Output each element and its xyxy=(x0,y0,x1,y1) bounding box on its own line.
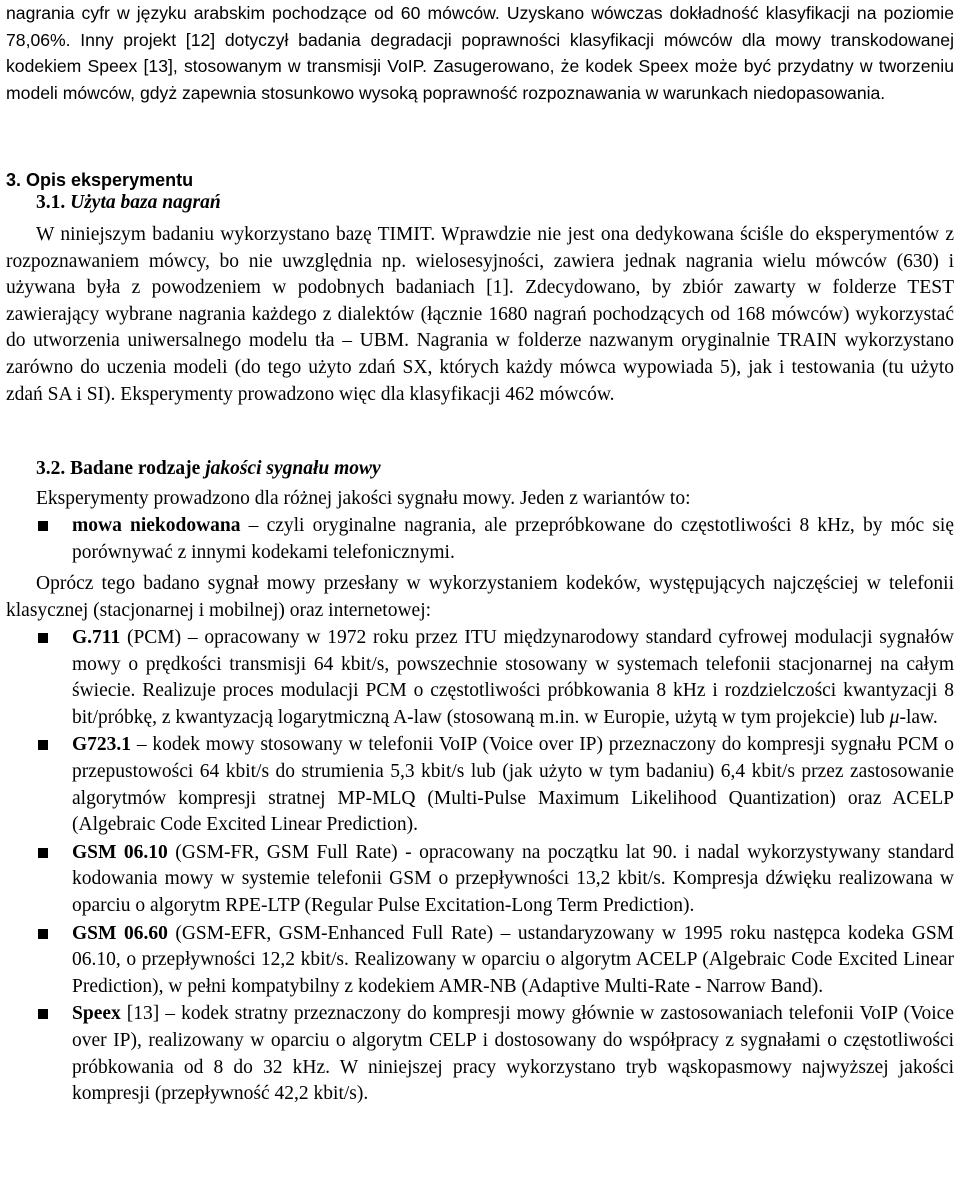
codec-description: [13] – kodek stratny przeznaczony do kompresji mowy głównie w zastosowaniach telefonii VoIP (Voice over IP), realizowany w oparciu o algorytm CELP i dostosowany do współpracy z sygnałami o częstotliwości próbkowania od 8 do 32 kHz. W niniejszej pracy wykorzystano tryb wąskopasmowy najwyższej jakości kompresji (przepływność 42,2 kbit/s). xyxy=(72,1003,954,1105)
bullet-marker-icon xyxy=(38,929,48,939)
bullet-marker-icon xyxy=(38,633,48,643)
section-3-1-paragraph xyxy=(6,222,954,408)
list-item xyxy=(0,840,960,920)
intro-paragraph: nagrania cyfr w języku arabskim pochodzące od 60 mówców. Uzyskano wówczas dokładność klasyfikacji na poziomie 78,06%. Inny projekt [12] dotyczył badania degradacji poprawności klasyfikacji mówców dla mowy transkodowanej kodekiem Speex [13], stosowanym w transmisji VoIP. Zasugerowano, że kodek Speex może być przydatny w tworzeniu modeli mówców, gdyż zapewnia stosunkowo wysoką poprawność rozpoznawania w warunkach niedopasowania. xyxy=(6,3,954,103)
bullet-list-uncoded xyxy=(0,513,960,566)
list-item xyxy=(0,1001,960,1107)
section-3-1-text: W niniejszym badaniu wykorzystano bazę TIMIT. Wprawdzie nie jest ona dedykowana ściśle do eksperymentów z rozpoznawaniem mówcy, bo nie uwzględnia np. wielosesyjności, zawiera jednak nagrania wielu mówców (630) i używana była z powodzeniem w podobnych badaniach [1]. Zdecydowano, by zbiór zawarty w folderze TEST zawierający wybrane nagrania każdego z dialektów (łącznie 1680 nagrań pochodzących od 168 mówców) wykorzystać do utworzenia uniwersalnego modelu tła – UBM. Nagrania w folderze nazwanym oryginalnie TRAIN wykorzystano zarówno do uczenia modeli (do tego użyto zdań SX, których każdy mówca wypowiada 5), jak i testowania (tu użyto zdań SA i SI). Eksperymenty prowadzono więc dla klasyfikacji 462 mówców. xyxy=(6,224,954,405)
bullet-marker-icon xyxy=(38,740,48,750)
mu-symbol: μ xyxy=(889,706,900,728)
bullet-marker-icon xyxy=(38,848,48,858)
list-item xyxy=(0,732,960,838)
codec-description: (GSM-FR, GSM Full Rate) - opracowany na początku lat 90. i nadal wykorzystywany standard kodowania mowy w systemie telefonii GSM o przepływności 13,2 kbit/s. Kompresja dźwięku realizowana w oparciu o algorytm RPE-LTP (Regular Pulse Excitation-Long Term Prediction). xyxy=(72,841,954,916)
section-3-2-title-plain: Badane rodzaje xyxy=(70,458,201,479)
codec-speex-text xyxy=(72,1001,954,1107)
bullet-marker-icon xyxy=(38,521,48,531)
codec-name: G723.1 xyxy=(72,734,132,756)
section-3-1-title: Użyta baza nagrań xyxy=(70,192,221,213)
bullet-description: – czyli oryginalne nagrania, ale przepróbkowane do częstotliwości 8 kHz, by móc się porównywać z innymi kodekami telefonicznymi. xyxy=(72,515,954,563)
bullet-text xyxy=(72,513,954,566)
section-3-1-number: 3.1. xyxy=(36,192,66,213)
codecs-intro-paragraph xyxy=(6,571,954,624)
codec-description: – kodek mowy stosowany w telefonii VoIP (Voice over IP) przeznaczony do kompresji sygnału PCM o przepustowości 64 kbit/s do strumienia 5,3 kbit/s lub (jak użyto w tym badaniu) 6,4 kbit/s przez zastosowanie algorytmów kompresji stratnej MP-MLQ (Multi-Pulse Maximum Likelihood Quantization) oraz ACELP (Algebraic Code Excited Linear Prediction). xyxy=(72,734,954,836)
list-item xyxy=(0,625,960,731)
codec-gsm0660-text xyxy=(72,921,954,1001)
bullet-marker-icon xyxy=(38,1009,48,1019)
list-item xyxy=(0,513,960,566)
codec-name: GSM 06.10 xyxy=(72,841,168,863)
codec-g7231-text xyxy=(72,732,954,838)
section-3-heading: 3. Opis eksperymentu xyxy=(6,170,194,190)
list-item xyxy=(0,921,960,1001)
section-3-2-number: 3.2. xyxy=(36,458,66,479)
codec-g711-text xyxy=(72,625,954,731)
codec-description: (GSM-EFR, GSM-Enhanced Full Rate) – ustandaryzowany w 1995 roku następca kodeka GSM 06.10, o przepływności 12,2 kbit/s. Realizowany w oparciu o algorytm ACELP (Algebraic Code Excited Linear Prediction), w pełni kompatybilny z kodekiem AMR-NB (Adaptive Multi-Rate - Narrow Band). xyxy=(72,922,955,997)
codec-name: Speex xyxy=(72,1003,121,1025)
codec-gsm0610-text xyxy=(72,840,954,920)
section-3-2-heading xyxy=(36,458,381,480)
codec-name: GSM 06.60 xyxy=(72,922,168,944)
bullet-term: mowa niekodowana xyxy=(72,515,241,536)
section-3-2-title-italic: jakości sygnału mowy xyxy=(205,458,381,479)
codec-description-tail: -law. xyxy=(899,706,938,728)
codec-list xyxy=(0,625,960,1108)
codec-name: G.711 xyxy=(72,627,121,648)
section-3-2-intro: Eksperymenty prowadzono dla różnej jakości sygnału mowy. Jeden z wariantów to: xyxy=(36,488,691,509)
section-3-1-heading xyxy=(36,192,221,214)
codecs-intro-text: Oprócz tego badano sygnał mowy przesłany w wykorzystaniem kodeków, występujących najczęściej w telefonii klasycznej (stacjonarnej i mobilnej) oraz internetowej: xyxy=(6,573,954,621)
codec-description: (PCM) – opracowany w 1972 roku przez ITU międzynarodowy standard cyfrowej modulacji sygnałów mowy o prędkości transmisji 64 kbit/s, powszechnie stosowany w systemach telefonii stacjonarnej na całym świecie. Realizuje proces modulacji PCM o częstotliwości próbkowania 8 kHz i rozdzielczości kwantyzacji 8 bit/próbkę, z kwantyzacją logarytmiczną A-law (stosowaną m.in. w Europie, użytą w tym projekcie) lub xyxy=(72,627,954,728)
